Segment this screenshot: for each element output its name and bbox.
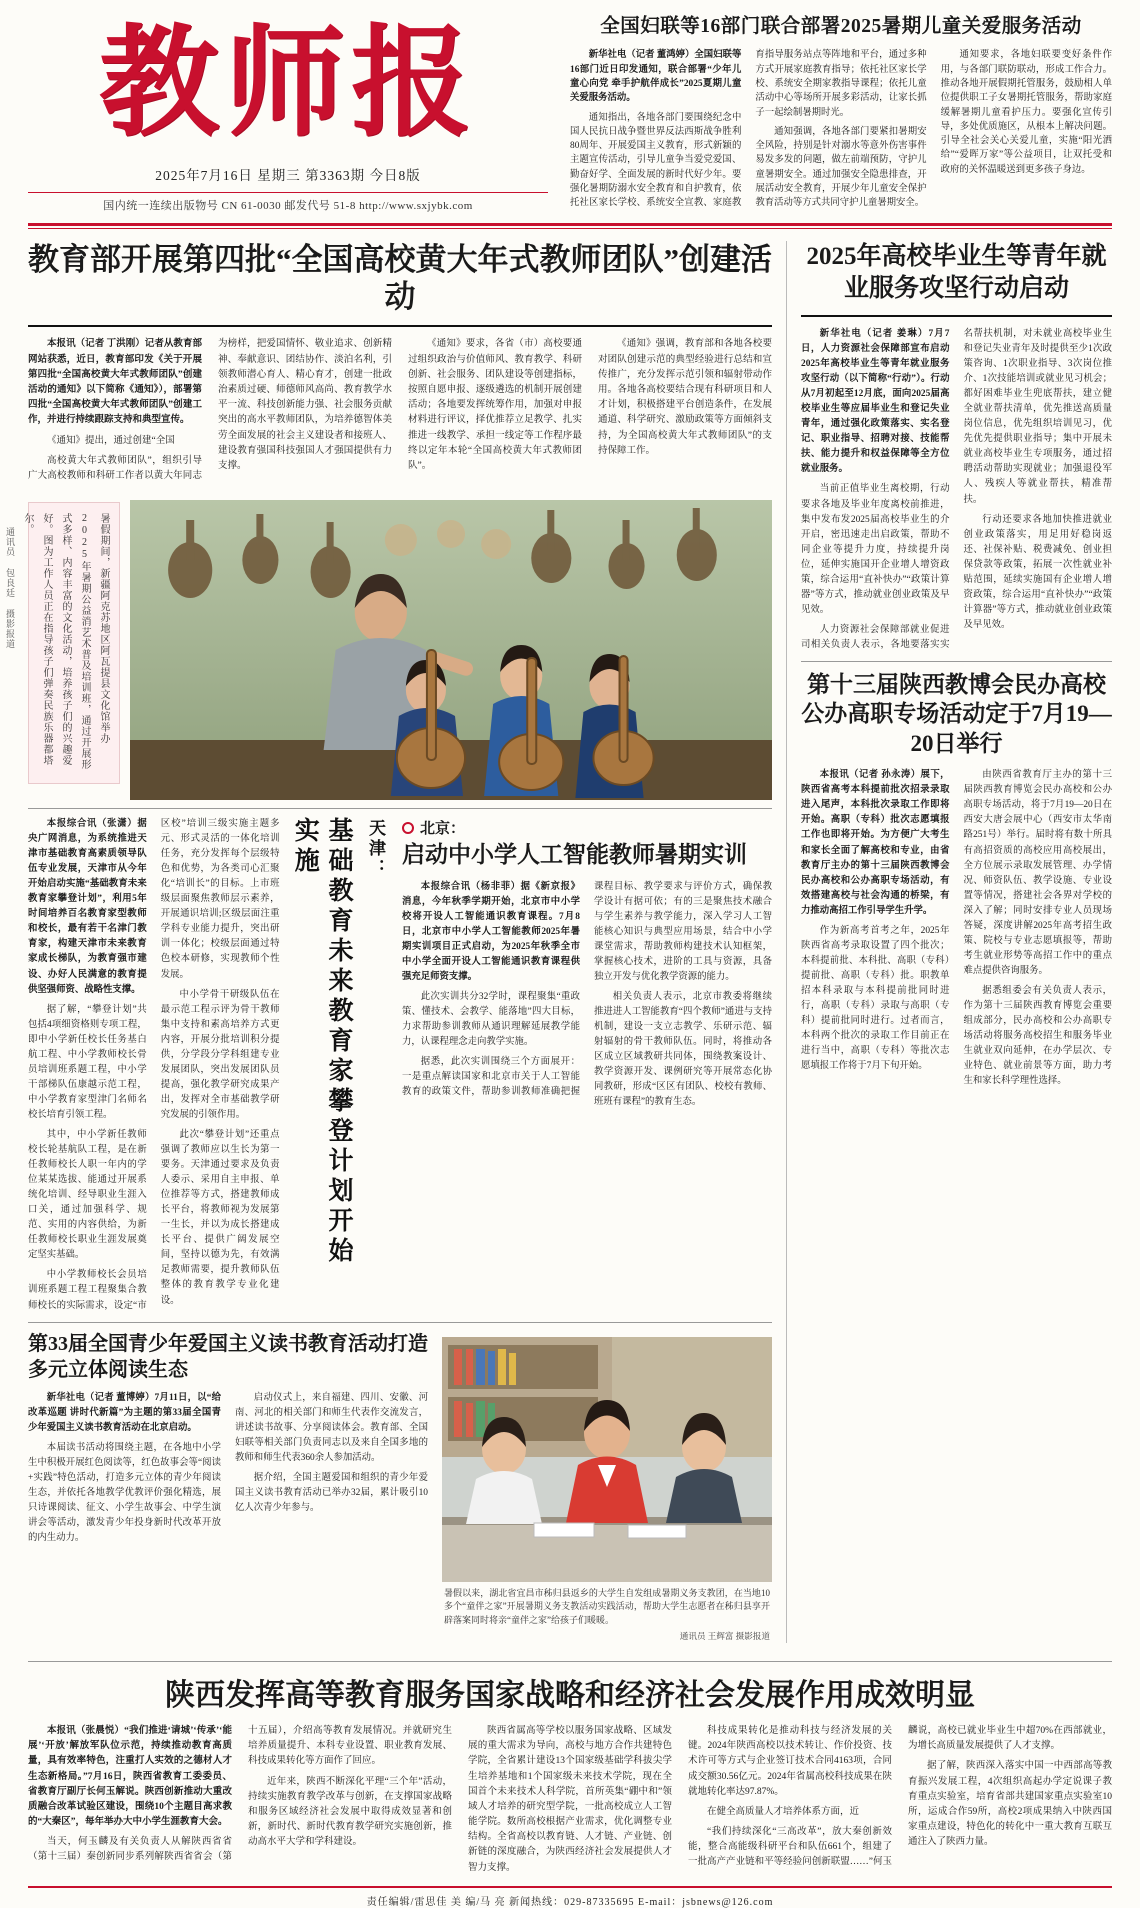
paragraph: 《通知》强调，教育部和各地各校要对团队创建示范的典型经验进行总结和宣传推广，充分发挥示范引领和辐射带动作用。各地各高校要结合现有科研项目和人才计划，积极搭建平台创造条件，在发展通道、科学研究、激励政策等方面倾斜支持，为全国高校黄大年式教师团队”的支持保障工作。 xyxy=(598,339,772,456)
employment-body xyxy=(801,327,1112,653)
paragraph: 通知指出，各地各部门要围绕纪念中国人民抗日战争暨世界反法西斯战争胜利80周年、开展爱国主义教育，形式新颖的主题宣传活动，引导儿童争当爱党爱国、勤奋好学、全面发展的新时代好少年。要强化暑期防溺水安全教育和自护教育，依托社区家长学校、系统安全宣教、家庭教育指导服务站点等阵地和平台，通过多种方式开展家庭教育指导；依托社区家长学校、系统安全期家教指导课程；依托儿童活动中心等场所开展多彩活动，让家长抓子一起绘制暑期时光。 xyxy=(570,50,927,209)
paragraph: 近年来，陕西不断深化平理“三个年”活动，持续实施教育教学改革与创新，在支撑国家战略和服务区域经济社会发展中取得成效显著和创新，新时代、新时代教育教学研究实施创新，推动高水平大学和学科建设。 xyxy=(248,1776,452,1848)
paragraph: 行动还要求各地加快推进就业创业政策落实，用足用好稳岗返还、社保补贴、税费减免、创业担保贷款等政策，拓展一次性就业补贴范围，延续实施国有企业增人增资政策，综合运用“直补快办”“政策计算器”等方式，推动就业创业政策及早见效。 xyxy=(963,514,1112,630)
bottom-headline: 陕西发挥高等教育服务国家战略和经济社会发展作用成效明显 xyxy=(165,1678,975,1712)
paragraph: 启动仪式上，来自福建、四川、安徽、河南、河北的相关部门和师生代表作交流发言，讲述读书故事、分享阅读体会。教育部、全国妇联等相关部门负责同志以及来自全国多地的教师和师生代表360余人参加活动。 xyxy=(235,1392,428,1463)
paragraph: 据了解，陕西深入落实中国一中西部高等教育振兴发展工程，4次组织高起办学定说课子教育重点实验室，培育省部共建国家重点实验室10所，运成合作59所，高校2项成果纳入中陕西国家重点建设，特色化的转化中一重大教育互联互通注入了陕西力量。 xyxy=(908,1761,1112,1848)
caption-text: 暑假以来，湖北省宜昌市秭归县返乡的大学生自发组成暑期义务支教团，在当地10多个“童伴之家”开展暑期义务支教活动实践活动，帮助大学生志愿者在秭归县享开辟落案同时将亲“童伴之家”给孩子们暖暖。 xyxy=(444,1587,770,1625)
paragraph: 在健全高质量人才培养体系方面，近 xyxy=(707,1806,860,1817)
page-footer: 责任编辑/雷思佳 美 编/马 亮 新闻热线：029-87335695 E-mail：jsbnews@126.com xyxy=(28,1886,1112,1908)
masthead xyxy=(0,0,1140,213)
employment-underline xyxy=(801,315,1112,317)
paragraph: 本报综合讯（杨非菲）据《新京报》消息，今年秋季学期开始，北京市中小学校将开设人工智能通识教育课程。7月8日，北京市中小学人工智能教师2025年暑期实训项目正式启动，为2025年秋季全市中小学全面开设人工智能通识教育课程供强充足师资支撑。 xyxy=(402,881,580,982)
paragraph: 当前正值毕业生离校期，行动要求各地及毕业年度离校前推进，集中发布发2025届高校毕业生的介开启，密迅速走出启政策，帮助不同企业等提升力度，持续提升岗位，延伸实施国开企业增人增资政策，综合运用“直补快办”“政策计算器”等方式，推动就业创业政策及早见效。 xyxy=(801,484,950,615)
photo-music-class xyxy=(130,500,772,800)
paragraph: 《通知》提出，通过创建“全国 xyxy=(47,435,175,446)
reading-headline: 第33届全国青少年爱国主义读书教育活动打造多元立体阅读生态 xyxy=(28,1332,428,1381)
newspaper-logo: 教师报 xyxy=(99,12,477,153)
expo-body xyxy=(801,768,1112,1089)
caption-credit: 通讯员 王辉富 摄影报道 xyxy=(679,1631,770,1642)
top-story-title: 全国妇联等16部门联合部署2025暑期儿童关爱服务活动 xyxy=(600,16,1082,37)
publication-info: 国内统一连续出版物号 CN 61-0030 邮发代号 51-8 http://www.sxjybk.com xyxy=(103,200,473,212)
employment-headline: 2025年高校毕业生等青年就业服务攻坚行动启动 xyxy=(806,243,1107,302)
paragraph: 据了解，“攀登计划”共包括4项细资格则专项工程，即中小学新任校长任务基白航工程、中小学教师校长骨员培训班系题工程，中小学干部梯队伍康越示范工程，中小学教育家型津门名师名校长培育引领工程。 xyxy=(28,1004,147,1120)
paragraph: 通知强调，各地各部门要紧扣暑期安全风险，持别是针对溺水等意外伤害事件易发多发的问题，做左前端预防，守护儿童暑期安全。通过加强安全隐患排查，开展活动安全教育，开展少年儿童安全保护教育活动等方式共同守护儿童暑期安全。 xyxy=(755,126,927,209)
paragraph: 科技成果转化是推动科技与经济发展的关键。2024年陕西高校以技术转让、作价投资、技术许可等方式与企业签订技术合同4163项，合同成交额30.56亿元。2024年省属高校科技成果在陕就地转化率达97.87%。 xyxy=(688,1725,892,1797)
section-divider xyxy=(28,808,772,809)
bottom-divider xyxy=(28,1661,1112,1662)
paragraph: 作为新高考首考之年，2025年陕西省高考录取设置了四个批次；本科提前批、本科批、高职（专科）提前批、高职（专科）批。职教单招本科录取与本科提前批同时进行，高职（专科）录取与高职（专科）提前批同时进行。过者而言，本科两个批次的录取工作目前正在进行当中，高职（专科）等批次志愿填报工作将于7月下旬开始。 xyxy=(801,925,950,1072)
paragraph: 本报讯（记者 丁洪刚）记者从教育部网站获悉，近日，教育部印发《关于开展第四批“全国高校黄大年式教师团队”创建活动的通知》以下简称《通知》），部署第四批“全国高校黄大年式教师团队”创建工作，并进行持续跟踪支持和典型宣传。 xyxy=(28,339,202,426)
section-divider-2 xyxy=(28,1322,772,1323)
paragraph: 新华社电（记者 姜琳）7月7日，人力资源社会保障部宣布启动2025年高校毕业生等青年就业服务攻坚行动（以下简称“行动”）。行动从7月初起至12月底，面向2025届高校毕业生等应届毕业生和登记失业青年，通过强化政策落实、实名登记、职业指导、招聘对接、技能帮扶、能力提升和权益保障等全方位就业服务。 xyxy=(801,329,950,475)
paragraph: 中小学教师校长会员培训班系题工程工程聚集合教师校长的实际需求，设定“市区校”培训三级实施主题多元、形式灵活的一体化培训任务，充分发挥每个层级特色和优势，为各类司心汇聚化“培训长”的目标。上市班级层面聚焦教师层示素养，开展通识培训;区级层面注重学科专业能力提升，突出研训一体化；校级层面通过特色校本研修，实现教师个性发展。 xyxy=(28,819,280,1311)
paragraph: 相关负责人表示，北京市教委将继续推进进人工智能教育“四个教师”通进与支持机制，建设一支立志教学、乐研示范、辐射辐射的骨干教师队伍。同时，将推动各区成立区域教研共同体，围绕教案设计、教学资源开发、课例研究等开展常态化协同教研，形成“区区有团队、校校有教师、班班有课程”的教育生态。 xyxy=(594,991,772,1108)
basic-education-text xyxy=(28,817,280,1314)
reading-article xyxy=(28,1331,428,1643)
beijing-body xyxy=(402,880,772,1111)
paragraph: 据悉组委会有关负责人表示，作为第十三届陕西教育博览会重要组成部分，民办高校和公办高职专场活动将服务高校招生和服务毕业生就业双向延伸，在办学层次、专业特色、就业前景等方面，助力考生和家长科学理性选择。 xyxy=(963,985,1112,1087)
caption-credit: 通讯员 包良廷 摄影报道 xyxy=(5,527,15,650)
issue-date-line: 2025年7月16日 星期三 第3363期 今日8版 xyxy=(155,168,421,183)
paragraph: 本届读书活动将围绕主题，在各地中小学生中积极开展红色阅读等，红色故事会等“阅读+实践”特色活动，打造多元立体的青少年阅读生态，并依托各地教学优教评价强化精选，展只诗课阅读、征文、小学生故事会、中学生演讲会等活动，激发青少年投身新时代改革开放的内生动力。 xyxy=(28,1442,221,1543)
lead-article-headline: 教育部开展第四批“全国高校黄大年式教师团队”创建活动 xyxy=(28,242,772,315)
lead-article-body xyxy=(28,337,772,484)
beijing-article xyxy=(402,817,772,1314)
paragraph: 陕西省属高等学校以服务国家战略、区域发展的重大需求为导向，高校与地方合作共建特色学院，全省累计建设13个国家级基础学科拔尖学生培养基地和1个国家级未来技术学院，现在全国首个未来技术人科学院，首所英集“硼中和”领域人才培养的研究型学院，一批高校成立人工智能学院。数所高校根据产业需求，优化调整专业结构。全省高校以教育链、人才链、产业链、创新链的深度融合，为陕西经济社会发展提供人才智力支撑。 xyxy=(468,1725,672,1873)
photo-volunteer-teaching xyxy=(442,1337,772,1582)
reading-body xyxy=(28,1391,428,1546)
main-body xyxy=(0,229,1140,1643)
photo1-side-caption xyxy=(5,502,120,784)
bottom-body xyxy=(28,1724,1112,1876)
paragraph: 《通知》要求，各省（市）高校要通过组织政治与价值师风、教育教学、科研创新、社会服务、团队建设等创建指标，按照自愿申报、逐级遴选的机制开展创建活动；各地要发挥统筹作用，加强对申报材料进行评议，择优推荐立足教学、扎实推进一线教学、承担一线定等工作程序最终以定年本轮“全国高校黄大年式教师团队”。 xyxy=(408,339,582,471)
top-story xyxy=(548,14,1112,213)
bottom-left-section xyxy=(28,1331,772,1643)
paragraph: 由陕西省教育厅主办的第十三届陕西教育博览会民办高校和公办高职专场活动，将于7月19—20日在西安大唐会展中心（西安市太华南路251号）举行。届时将有数十所具有高招资质的高校应用高校展出，全方位展示录取发展管理、办学情况、师资队伍、教学设施、专业设置等情况，搭建社会各界对学校的深入了解；同时安排专业人员现场答疑，深度讲解2025年高考招生政策、院校与专业志愿填报等，帮助考生就业形势等高招工作中的重点难点提供咨询服务。 xyxy=(963,770,1112,976)
paragraph: 其中，中小学新任教师校长轮基航队工程，是在新任教师校长人职一年内的学位某某选拔、能通过开展系统化培训、经导职业生涯入口关，通过加强科学、规范、实用的内容供给，为新任教师校长职业生涯发展奠定坚实基础。 xyxy=(28,1130,147,1261)
basic-education-article xyxy=(28,817,388,1314)
masthead-left xyxy=(28,14,548,213)
headline-underline xyxy=(28,325,772,327)
paragraph: 新华社电（记者 董博婷）7月11日，以“给改革巡题 讲时代新篇”为主题的第33届全国青少年爱国主义读书教育活动在北京启动。 xyxy=(28,1392,221,1433)
photo2-block xyxy=(442,1331,772,1643)
paragraph: 通知要求，各地妇联要变好条件作用，与各部门联防联动，形成工作合力。推动各地开展假期托管服务，鼓励相人单位提供职工子女暑期托管服务，帮助家庭缓解暑期儿童看护压力。要强化宣传引导，多处优质施区，从根本上解决问题。引导全社会关心关爱儿童，实施“阳光洒给”“爱晖万家”等公益项目，让双托受和政府的关怀温暖送到更多孩子身边。 xyxy=(940,50,1112,175)
top-story-body xyxy=(570,48,1112,210)
basic-education-city-label: 天津： xyxy=(366,819,385,880)
masthead-rule-thick xyxy=(28,223,1112,226)
paragraph: 新华社电（记者 董鸿婷）全国妇联等16部门近日印发通知，联合部署“少年儿童心向党 牵手护航伴成长”2025夏期儿童关爱服务活动。 xyxy=(570,50,742,104)
beijing-label: 北京： xyxy=(420,821,466,838)
caption-text: 暑假期间，新疆阿克苏地区阿瓦提县文化馆举办2025年暑期公益消艺术普及培训班，通过开展形式多样、内容丰富的文化活动，培养孩子们的兴趣爱好。图为工作人员正在指导孩子们弹奏民族乐器都塔尔。 xyxy=(22,513,109,771)
right-divider xyxy=(801,661,1112,662)
left-column xyxy=(5,241,772,1643)
bullet-circle-icon xyxy=(402,822,414,834)
mid-section xyxy=(28,817,772,1314)
paragraph: 据介绍，全国主题爱国和组织的青少年爱国主义读书教育活动已举办32届，累计吸引10亿人次青少年参与。 xyxy=(235,1472,428,1513)
photo2-caption xyxy=(442,1582,772,1643)
photo1-block xyxy=(5,494,772,800)
paragraph: 本报综合讯（张潇）据央广网消息，为系统推进天津市基础教育高素质领导队伍专业发展，天津市从今年开始启动实施“基础教育未来教育家攀登计划”，利用5年时间培养百名教育家型教师和校长，最有若干名津门教育家，构建天津市未来教育家成长梯队，为教育强市建设、办好人民满意的教育提供坚强师资、战略性支撑。 xyxy=(28,819,147,995)
paragraph: 中小学骨干研级队伍在最示范工程示评为骨干教师集中支持和素高培养方式更内容，开展分批培训积分提供，分学段分学科组建专业发展团队，突出发展团队员提高，强化教学研究成果产出，发挥对全市基础教学研究发展的引领作用。 xyxy=(160,989,280,1120)
beijing-label-row xyxy=(402,817,772,838)
paragraph: 此次实训共分32学时，课程聚集“重政策、懂技术、会教学、能落地”四大目标，力求帮助参训教师从通识理解延展教学能力，认课程理念走向教学实施。 xyxy=(402,991,580,1047)
beijing-headline: 启动中小学人工智能教师暑期实训 xyxy=(402,842,747,868)
right-column xyxy=(786,241,1112,1643)
paragraph: 高校黄大年式教师团队”，组织引导广大高校教师和科研工作者以黄大年同志为榜样，把爱国情怀、敬业追求、创新精神、奉献意识、团结协作、淡泊名利，引领教师潜心育人、精心育才，创建一批政治素质过硬、师德师风高尚、教育教学水平一流、科技创新能力强、社会服务贡献突出的高水平教师团队，为培养德智体美劳全面发展的社会主义建设者和接班人、建设教育强国科技强国人才强国提供有力支撑。 xyxy=(28,339,392,481)
paragraph: 本报讯（记者 孙永涛）展下，陕西省高考本科提前批次招录录取进入尾声，本科批次录取工作即将开始。高职（专科）批次志愿填报工作也即将开始。为方便广大考生和家长全面了解高校和专业，由省教育厅主办的第十三届陕西教博会民办高校和公办高职专场活动，有效搭建高校与社会沟通的桥梁，有力推动高招工作引导学生升学。 xyxy=(801,770,950,916)
basic-education-headline: 基础教育未来教育家攀登计划开始实施 xyxy=(291,817,352,1268)
expo-headline: 第十三届陕西教博会民办高校公办高职专场活动定于7月19—20日举行 xyxy=(801,671,1112,756)
paragraph: 当天，何玉麟及有关负责人从解陕西省省（第十三届）秦创新同步系列解陕西省省会（第十五届），介绍高等教育发展情况。并就研究生培养质量提升、本科专业设置、职业教育发展、科技成果转化等方面作了回应。 xyxy=(28,1725,452,1863)
paragraph: 此次“攀登计划”还重点强调了教师应以生长为第一要务。天津通过要求及负责人委示、采用自主申报、单位推荐等方式，搭建教师成长平台，将教师视为发展第一生长，并以为成长搭建成长平台、提供广阔发展空间，坚持以德为先，有效满足教师需要，提升教师队伍整体的教育教学专业化建设。 xyxy=(160,1130,280,1306)
paragraph: 本报讯（张晨悦）“我们推进‘请城’‘传承’‘能展’‘开放’解放军队位示范，持续推动教育高质量，具有效率特色，注重打人实效的之德材人才生态新格局。”7月16日，陕西省教育工委委员、省教育厅副厅长何玉解说。陕西创新推动大重改质融合改革试验区建设，围绕10个主题目高求教的“大秦区”，每年举办大中小学生涯教育大会。 xyxy=(28,1725,232,1828)
paragraph: “我们持续深化“三高改革”，放大秦创新效能，整合高能级科研平台和队伍661个，组建了一批高产产业链和平等经验问创新联盟……”何玉麟说，高校已就业毕业生中超70%在西部就业，为增长高质量发展提供了人才支撑。 xyxy=(688,1725,1112,1868)
paragraph: 人力资源社会保障部就业促进司相关负责人表示，各地要落实实名帮扶机制，对未就业高校毕业生和登记失业青年及时提供至少1次政策咨询、1次职业指导、3次岗位推介、1次技能培训或就业见习机会；都好困难毕业生兜底帮扶，建立健全就业帮扶清单，优先推送高质量岗位信息，优先组织培训见习，优先优先提供职业指导；集中开展未就业高校毕业生专项服务，通过招聘活动帮助实现就业；加强退役军人、残疾人等就业帮扶，精准帮扶。 xyxy=(801,329,1112,650)
masthead-divider xyxy=(28,192,548,193)
paragraph: 据悉，此次实训围绕三个方面展开：一是重点解读国家和北京市关于人工智能教育的政策文件，帮助参训教师准确把握课程目标、教学要求与评价方式，确保教学设计有据可依；有的三是聚焦技术融合与学生素养与教学能力，深入学习人工智能核心知识与典型应用场景，结合中小学课堂需求，帮助教师构建技术认知框架，掌握核心技术，进阶的工具与资源，具备独立开发与优化教学资源的能力。 xyxy=(402,881,772,1098)
bottom-article xyxy=(0,1643,1140,1876)
basic-education-body xyxy=(28,817,280,1314)
